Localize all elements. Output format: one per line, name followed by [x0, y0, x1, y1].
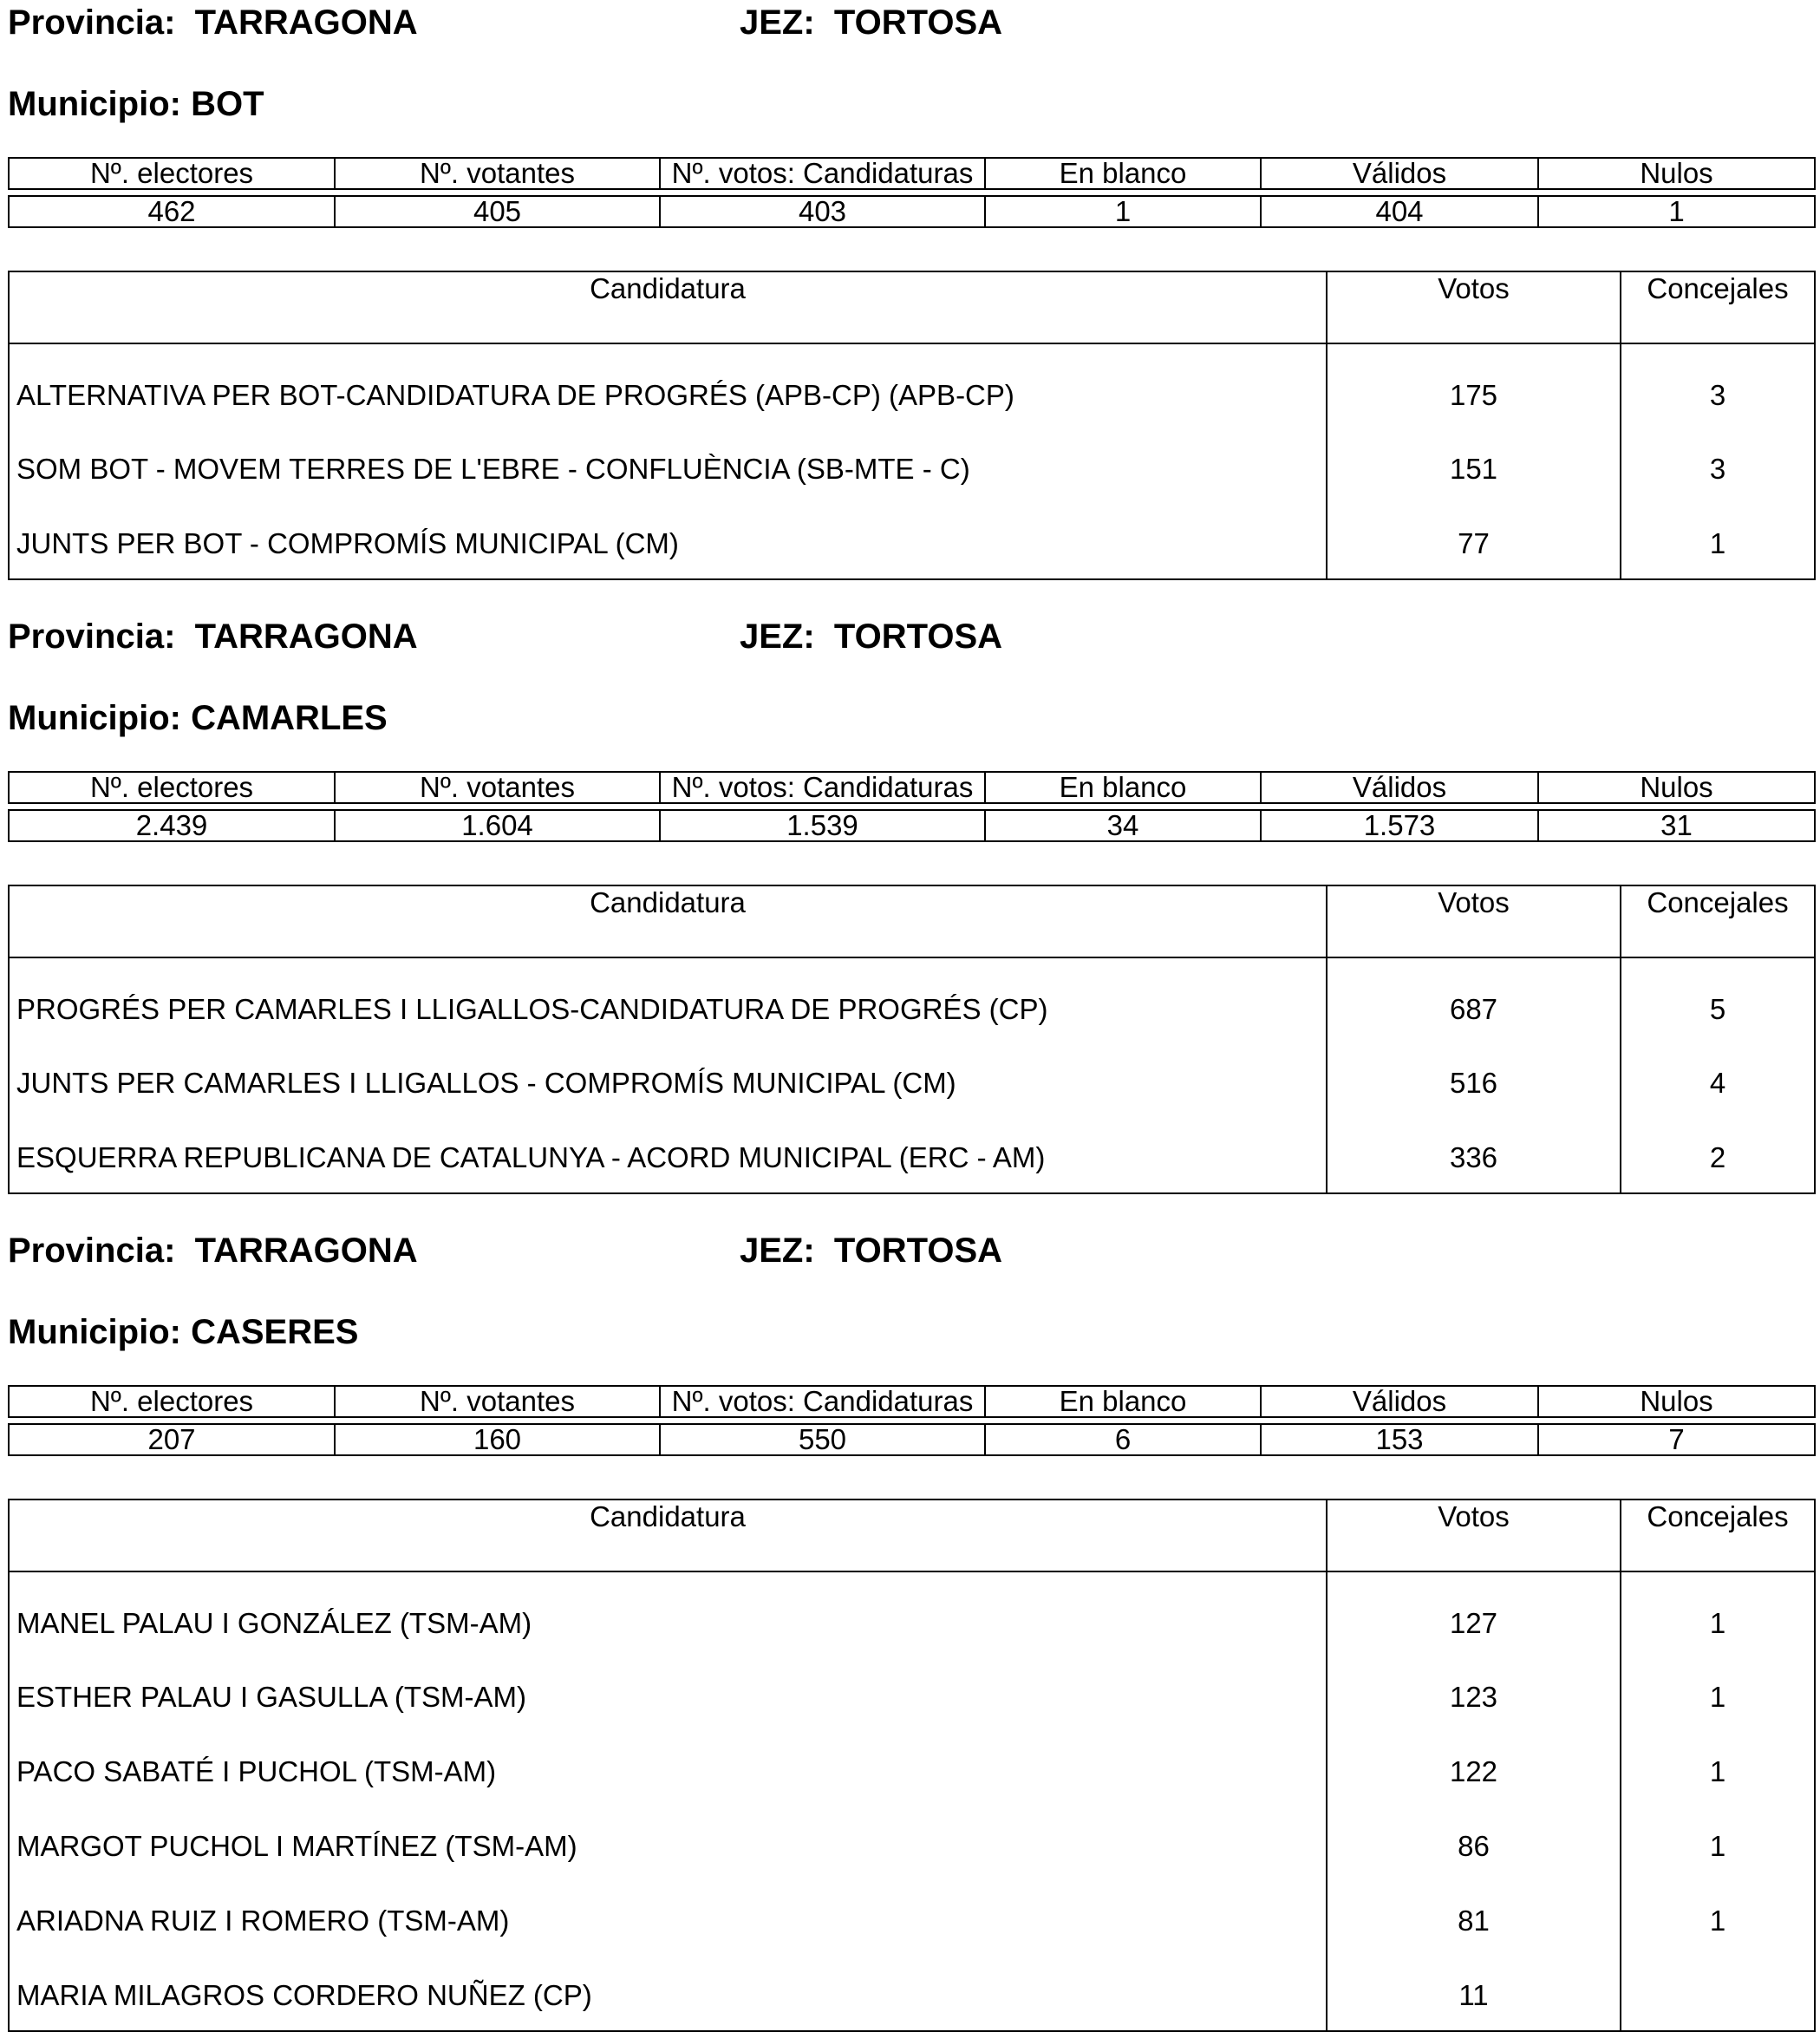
candidatura-votos: 516	[1327, 1044, 1621, 1119]
candidatura-concejales: 2	[1621, 1119, 1815, 1193]
candidatura-row	[9, 343, 1815, 430]
summary-table	[8, 1385, 1816, 1456]
candidaturas-table	[8, 885, 1816, 1194]
candidatura-name: ESTHER PALAU I GASULLA (TSM-AM)	[9, 1658, 1327, 1733]
summary-value-en-blanco: 1	[985, 196, 1261, 227]
header-concejales: Concejales	[1621, 885, 1815, 957]
header-votos: Votos	[1327, 885, 1621, 957]
candidatura-name: MARIA MILAGROS CORDERO NUÑEZ (CP)	[9, 1957, 1327, 2031]
summary-value-electores: 207	[9, 1424, 335, 1455]
candidatura-concejales: 1	[1621, 1658, 1815, 1733]
candidatura-concejales: 1	[1621, 1571, 1815, 1658]
candidatura-concejales: 1	[1621, 1882, 1815, 1957]
candidatura-name: ESQUERRA REPUBLICANA DE CATALUNYA - ACORD MUNICIPAL (ERC - AM)	[9, 1119, 1327, 1193]
candidatura-votos: 175	[1327, 343, 1621, 430]
summary-value-electores: 2.439	[9, 810, 335, 841]
summary-table	[8, 771, 1816, 842]
summary-header-en-blanco: En blanco	[985, 772, 1261, 803]
candidatura-concejales	[1621, 1957, 1815, 2031]
municipio-title: Municipio: CASERES	[8, 1313, 359, 1351]
summary-value-nulos: 1	[1538, 196, 1815, 227]
candidatura-row	[9, 1658, 1815, 1733]
candidaturas-table	[8, 271, 1816, 580]
summary-value-validos: 153	[1261, 1424, 1538, 1455]
candidatura-votos: 336	[1327, 1119, 1621, 1193]
jez-label: JEZ: TORTOSA	[740, 3, 1003, 42]
summary-header-nulos: Nulos	[1538, 158, 1815, 189]
summary-header-votos-candidaturas: Nº. votos: Candidaturas	[660, 772, 985, 803]
candidatura-row	[9, 1044, 1815, 1119]
summary-header-votantes: Nº. votantes	[335, 1386, 660, 1417]
candidatura-row	[9, 1882, 1815, 1957]
summary-header-en-blanco: En blanco	[985, 158, 1261, 189]
candidatura-votos: 687	[1327, 957, 1621, 1044]
candidatura-concejales: 4	[1621, 1044, 1815, 1119]
summary-header-nulos: Nulos	[1538, 772, 1815, 803]
summary-value-votantes: 1.604	[335, 810, 660, 841]
candidatura-votos: 122	[1327, 1733, 1621, 1807]
summary-value-nulos: 31	[1538, 810, 1815, 841]
summary-value-electores: 462	[9, 196, 335, 227]
candidatura-concejales: 1	[1621, 505, 1815, 579]
summary-header-votos-candidaturas: Nº. votos: Candidaturas	[660, 1386, 985, 1417]
candidatura-name: PROGRÉS PER CAMARLES I LLIGALLOS-CANDIDATURA DE PROGRÉS (CP)	[9, 957, 1327, 1044]
candidatura-concejales: 5	[1621, 957, 1815, 1044]
candidatura-row	[9, 1119, 1815, 1193]
candidatura-row	[9, 1571, 1815, 1658]
summary-header-row	[9, 1386, 1815, 1417]
summary-header-validos: Válidos	[1261, 1386, 1538, 1417]
candidatura-concejales: 1	[1621, 1807, 1815, 1882]
candidaturas-header-row	[9, 271, 1815, 343]
candidatura-concejales: 3	[1621, 430, 1815, 505]
summary-header-votantes: Nº. votantes	[335, 158, 660, 189]
summary-header-electores: Nº. electores	[9, 1386, 335, 1417]
summary-value-validos: 1.573	[1261, 810, 1538, 841]
candidatura-votos: 77	[1327, 505, 1621, 579]
header-candidatura: Candidatura	[9, 1499, 1327, 1571]
summary-value-en-blanco: 6	[985, 1424, 1261, 1455]
header-candidatura: Candidatura	[9, 271, 1327, 343]
summary-value-validos: 404	[1261, 196, 1538, 227]
summary-header-row	[9, 158, 1815, 189]
candidatura-votos: 86	[1327, 1807, 1621, 1882]
summary-header-row	[9, 772, 1815, 803]
candidatura-name: JUNTS PER CAMARLES I LLIGALLOS - COMPROMÍS MUNICIPAL (CM)	[9, 1044, 1327, 1119]
candidatura-row	[9, 1807, 1815, 1882]
provincia-label: Provincia: TARRAGONA	[8, 617, 418, 656]
candidaturas-table	[8, 1499, 1816, 2032]
candidatura-concejales: 1	[1621, 1733, 1815, 1807]
provincia-label: Provincia: TARRAGONA	[8, 1232, 418, 1270]
summary-header-validos: Válidos	[1261, 158, 1538, 189]
summary-value-votos-candidaturas: 1.539	[660, 810, 985, 841]
candidatura-row	[9, 1957, 1815, 2031]
header-concejales: Concejales	[1621, 271, 1815, 343]
summary-header-electores: Nº. electores	[9, 158, 335, 189]
summary-value-en-blanco: 34	[985, 810, 1261, 841]
municipio-title: Municipio: CAMARLES	[8, 699, 388, 737]
summary-table	[8, 157, 1816, 228]
candidatura-name: ALTERNATIVA PER BOT-CANDIDATURA DE PROGRÉS (APB-CP) (APB-CP)	[9, 343, 1327, 430]
summary-value-votantes: 405	[335, 196, 660, 227]
candidatura-name: SOM BOT - MOVEM TERRES DE L'EBRE - CONFLUÈNCIA (SB-MTE - C)	[9, 430, 1327, 505]
summary-value-row	[9, 196, 1815, 227]
header-concejales: Concejales	[1621, 1499, 1815, 1571]
summary-header-nulos: Nulos	[1538, 1386, 1815, 1417]
provincia-label: Provincia: TARRAGONA	[8, 3, 418, 42]
summary-value-row	[9, 810, 1815, 841]
candidatura-name: JUNTS PER BOT - COMPROMÍS MUNICIPAL (CM)	[9, 505, 1327, 579]
summary-value-votantes: 160	[335, 1424, 660, 1455]
candidatura-name: MARGOT PUCHOL I MARTÍNEZ (TSM-AM)	[9, 1807, 1327, 1882]
candidatura-row	[9, 1733, 1815, 1807]
header-votos: Votos	[1327, 1499, 1621, 1571]
candidaturas-header-row	[9, 885, 1815, 957]
candidatura-votos: 81	[1327, 1882, 1621, 1957]
candidatura-votos: 11	[1327, 1957, 1621, 2031]
summary-header-votantes: Nº. votantes	[335, 772, 660, 803]
summary-value-votos-candidaturas: 403	[660, 196, 985, 227]
candidatura-concejales: 3	[1621, 343, 1815, 430]
municipio-title: Municipio: BOT	[8, 85, 264, 123]
summary-header-electores: Nº. electores	[9, 772, 335, 803]
jez-label: JEZ: TORTOSA	[740, 617, 1003, 656]
candidatura-name: MANEL PALAU I GONZÁLEZ (TSM-AM)	[9, 1571, 1327, 1658]
jez-label: JEZ: TORTOSA	[740, 1232, 1003, 1270]
candidatura-votos: 151	[1327, 430, 1621, 505]
header-votos: Votos	[1327, 271, 1621, 343]
candidatura-votos: 127	[1327, 1571, 1621, 1658]
candidatura-name: PACO SABATÉ I PUCHOL (TSM-AM)	[9, 1733, 1327, 1807]
candidatura-row	[9, 505, 1815, 579]
summary-header-en-blanco: En blanco	[985, 1386, 1261, 1417]
candidatura-name: ARIADNA RUIZ I ROMERO (TSM-AM)	[9, 1882, 1327, 1957]
summary-value-votos-candidaturas: 550	[660, 1424, 985, 1455]
summary-header-votos-candidaturas: Nº. votos: Candidaturas	[660, 158, 985, 189]
summary-value-row	[9, 1424, 1815, 1455]
summary-header-validos: Válidos	[1261, 772, 1538, 803]
candidaturas-header-row	[9, 1499, 1815, 1571]
summary-value-nulos: 7	[1538, 1424, 1815, 1455]
header-candidatura: Candidatura	[9, 885, 1327, 957]
candidatura-votos: 123	[1327, 1658, 1621, 1733]
candidatura-row	[9, 957, 1815, 1044]
candidatura-row	[9, 430, 1815, 505]
